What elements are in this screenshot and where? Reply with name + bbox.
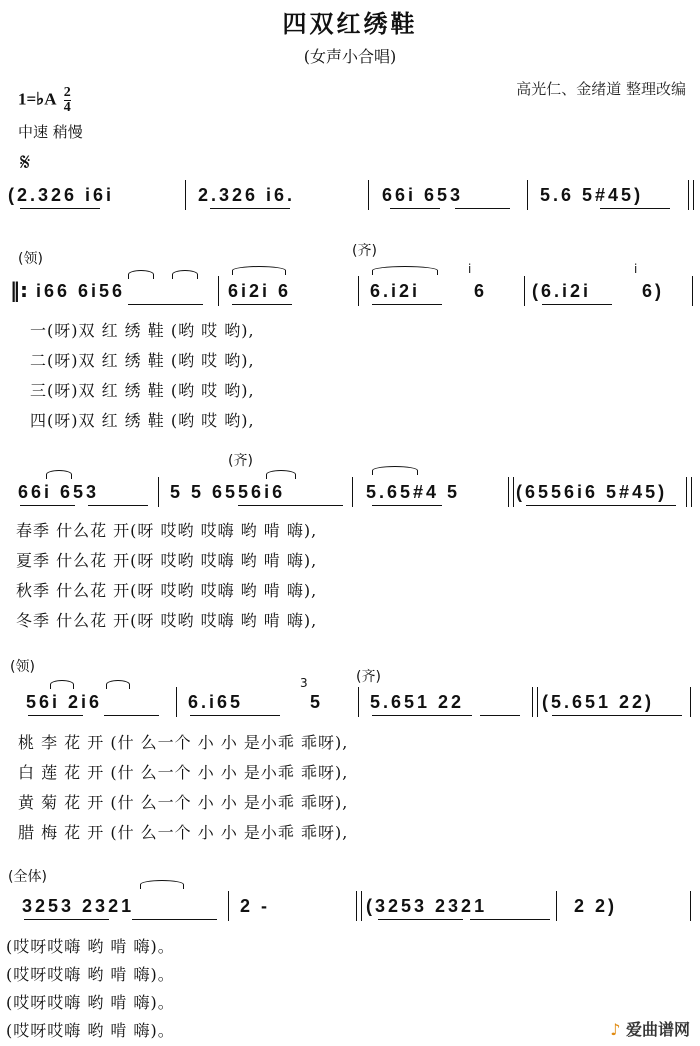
- barline: [524, 276, 525, 306]
- intro-measure-2: 2.326 i6.: [198, 185, 296, 205]
- intro-measure-1: (2.326 i6i: [8, 185, 115, 205]
- lyric-line: 夏季 什么花 开(呀 哎哟 哎嗨 哟 啃 嗨),: [16, 551, 318, 570]
- barline: [158, 477, 159, 507]
- song-subtitle: (女声小合唱): [303, 47, 397, 66]
- lyric-line: (哎呀哎嗨 哟 啃 嗨)。: [6, 1021, 175, 1040]
- barline: [352, 477, 353, 507]
- s1-measure-3: 6.i2i: [370, 281, 421, 301]
- tie-slur: [232, 266, 286, 275]
- s2-measure-3: 5.65#4 5: [366, 482, 461, 502]
- barline: [228, 891, 229, 921]
- underline: [372, 715, 472, 716]
- s1-measure-4-tail: 6): [642, 281, 665, 301]
- lyric-line: 腊 梅 花 开 (什 么一个 小 小 是小乖 乖呀),: [18, 823, 349, 842]
- underline: [542, 304, 612, 305]
- lyric-line: 桃 李 花 开 (什 么一个 小 小 是小乖 乖呀),: [18, 733, 349, 752]
- song-title: 四双红绣鞋: [282, 9, 418, 38]
- time-top: 2: [63, 85, 71, 100]
- grace-note: 3: [300, 676, 308, 690]
- s1-measure-4: (6.i2i: [532, 281, 592, 301]
- lyric-line: 春季 什么花 开(呀 哎哟 哎嗨 哟 啃 嗨),: [16, 521, 318, 540]
- part-label-tutti: (全体): [8, 869, 47, 885]
- s1-measure-2: 6i2i 6: [228, 281, 292, 301]
- s3-measure-2: 6.i65: [188, 692, 244, 712]
- s3-measure-2-tail: 5: [310, 692, 324, 712]
- s1-measure-3-tail: 6: [474, 281, 488, 301]
- lyric-line: 白 莲 花 开 (什 么一个 小 小 是小乖 乖呀),: [18, 763, 349, 782]
- barline: [185, 180, 186, 210]
- repeat-sign: ‖:: [10, 278, 28, 302]
- underline: [480, 715, 520, 716]
- underline: [526, 505, 676, 506]
- lyric-line: 二(呀)双 红 绣 鞋 (哟 哎 哟),: [30, 351, 255, 370]
- underline: [24, 919, 109, 920]
- underline: [470, 919, 550, 920]
- underline: [455, 208, 510, 209]
- grace-note: i: [468, 262, 472, 276]
- double-barline: [356, 891, 362, 921]
- tie-slur: [46, 470, 72, 479]
- part-label-unison: (齐): [352, 243, 377, 259]
- key-signature: [18, 86, 71, 115]
- tie-slur: [372, 466, 418, 475]
- tie-slur: [106, 680, 130, 689]
- barline: [556, 891, 557, 921]
- underline: [600, 208, 670, 209]
- double-barline: [508, 477, 514, 507]
- lyric-line: 三(呀)双 红 绣 鞋 (哟 哎 哟),: [30, 381, 255, 400]
- lyric-line: (哎呀哎嗨 哟 啃 嗨)。: [6, 937, 175, 956]
- s4-measure-3: (3253 2321: [366, 896, 488, 916]
- part-label-unison: (齐): [356, 669, 381, 685]
- time-signature: [64, 86, 71, 115]
- barline: [358, 276, 359, 306]
- barline: [692, 276, 693, 306]
- s4-measure-1: 3253 2321: [22, 896, 135, 916]
- double-barline: [688, 180, 694, 210]
- barline: [527, 180, 528, 210]
- tie-slur: [266, 470, 296, 479]
- intro-measure-4: 5.6 5#45): [540, 185, 644, 205]
- underline: [20, 505, 75, 506]
- s3-measure-3: 5.651 22: [370, 692, 465, 712]
- underline: [238, 505, 343, 506]
- s3-measure-1: 56i 2i6: [26, 692, 103, 712]
- underline: [552, 715, 682, 716]
- tie-slur: [372, 266, 438, 275]
- s4-measure-4: 2 2): [574, 896, 618, 916]
- barline: [690, 687, 691, 717]
- arranger-credit: 高光仁、金绪道 整理改编: [516, 80, 686, 98]
- key-label: 1=♭A: [18, 89, 56, 109]
- part-label-unison: (齐): [228, 453, 253, 469]
- underline: [128, 304, 203, 305]
- underline: [390, 208, 440, 209]
- tempo-marking: 中速 稍慢: [18, 123, 83, 141]
- tie-slur: [128, 270, 154, 279]
- watermark-text: 爱曲谱网: [625, 1020, 690, 1039]
- underline: [232, 304, 292, 305]
- barline: [358, 687, 359, 717]
- barline: [218, 276, 219, 306]
- underline: [20, 208, 100, 209]
- underline: [132, 919, 217, 920]
- barline: [368, 180, 369, 210]
- underline: [372, 304, 442, 305]
- lyric-line: 一(呀)双 红 绣 鞋 (哟 哎 哟),: [30, 321, 255, 340]
- tie-slur: [140, 880, 184, 889]
- time-bottom: 4: [63, 100, 71, 115]
- site-watermark: [610, 1017, 690, 1040]
- tie-slur: [172, 270, 198, 279]
- underline: [190, 715, 280, 716]
- part-label-lead: (领): [10, 659, 35, 675]
- s3-measure-4: (5.651 22): [542, 692, 655, 712]
- barline: [690, 891, 691, 921]
- s2-measure-4: (6556i6 5#45): [516, 482, 668, 502]
- underline: [372, 505, 442, 506]
- lyric-line: (哎呀哎嗨 哟 啃 嗨)。: [6, 965, 175, 984]
- part-label-lead: (领): [18, 251, 43, 267]
- lyric-line: (哎呀哎嗨 哟 啃 嗨)。: [6, 993, 175, 1012]
- underline: [88, 505, 148, 506]
- s2-measure-2: 5 5 6556i6: [170, 482, 286, 502]
- intro-measure-3: 66i 653: [382, 185, 464, 205]
- lyric-line: 冬季 什么花 开(呀 哎哟 哎嗨 哟 啃 嗨),: [16, 611, 318, 630]
- lyric-line: 秋季 什么花 开(呀 哎哟 哎嗨 哟 啃 嗨),: [16, 581, 318, 600]
- double-barline: [532, 687, 538, 717]
- lyric-line: 黄 菊 花 开 (什 么一个 小 小 是小乖 乖呀),: [18, 793, 349, 812]
- tie-slur: [50, 680, 74, 689]
- underline: [28, 715, 83, 716]
- underline: [210, 208, 290, 209]
- music-note-icon: ♪: [610, 1020, 621, 1039]
- s1-measure-1: i66 6i56: [36, 281, 126, 301]
- grace-note: i: [634, 262, 638, 276]
- underline: [378, 919, 463, 920]
- lyric-line: 四(呀)双 红 绣 鞋 (哟 哎 哟),: [30, 411, 255, 430]
- s2-measure-1: 66i 653: [18, 482, 100, 502]
- underline: [104, 715, 159, 716]
- segno-icon: 𝄋: [20, 148, 31, 176]
- double-barline: [686, 477, 692, 507]
- s4-measure-2: 2 -: [240, 896, 271, 916]
- barline: [176, 687, 177, 717]
